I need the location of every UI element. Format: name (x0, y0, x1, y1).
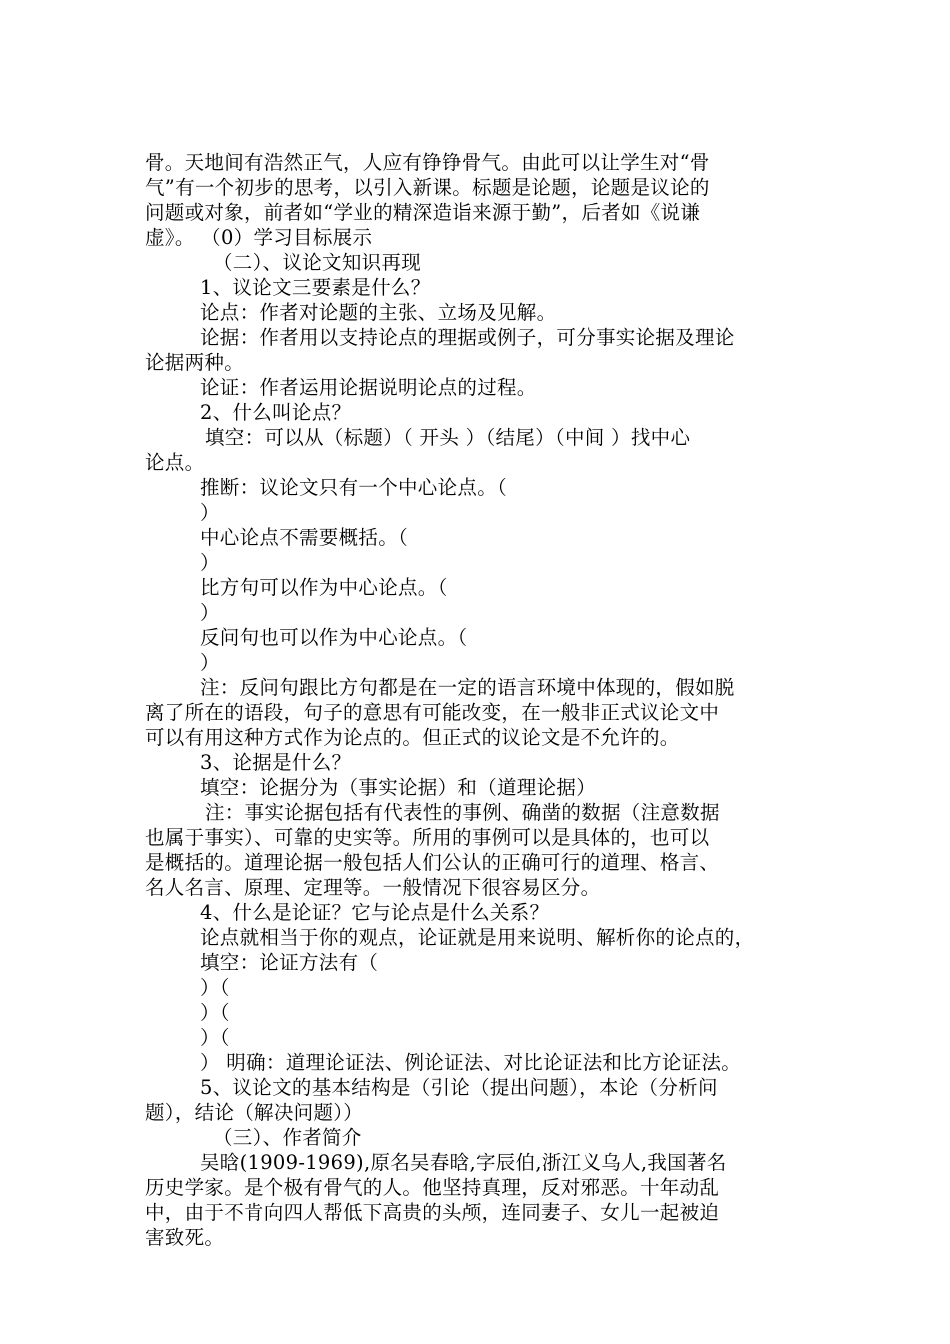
text-line: ）（ (200, 1001, 230, 1024)
question-heading: 1、议论文三要素是什么？ (200, 276, 431, 299)
text-line: 填空：论据分为（事实论据）和（道理论据） (200, 776, 597, 799)
text-line: 题），结论（解决问题）） (145, 1101, 364, 1124)
text-line: 气”有一个初步的思考，以引入新课。标题是论题，论题是议论的 (145, 176, 710, 199)
question-heading: 4、什么是论证？它与论点是什么关系？ (200, 901, 550, 924)
text-line: 推断：议论文只有一个中心论点。（ (200, 476, 508, 499)
text-line: ） 明确：道理论证法、例论证法、对比论证法和比方论证法。 (200, 1051, 742, 1074)
body-text (145, 150, 825, 1250)
text-line: ）（ (200, 1026, 230, 1049)
section-heading: （三）、作者简介 (213, 1126, 362, 1149)
text-line: 填空：可以从（标题）（ 开头 ）（结尾）（中间 ）找中心 (205, 426, 691, 449)
text-line: 填空：论证方法有（ (200, 951, 379, 974)
text-line: 虚》。 （0）学习目标展示 (145, 226, 373, 249)
question-heading: 2、什么叫论点？ (200, 401, 352, 424)
text-line: 可以有用这种方式作为论点的。但正式的议论文是不允许的。 (145, 726, 680, 749)
text-line: 中，由于不肯向四人帮低下高贵的头颅，连同妻子、女儿一起被迫 (145, 1201, 720, 1224)
text-line: 注：反问句跟比方句都是在一定的语言环境中体现的，假如脱 (200, 676, 735, 699)
text-line: ） (200, 651, 220, 674)
text-line: 离了所在的语段，句子的意思有可能改变，在一般非正式议论文中 (145, 701, 720, 724)
text-line: 论点。 (145, 451, 205, 474)
section-heading: （二）、议论文知识再现 (213, 251, 422, 274)
text-line: 论点就相当于你的观点，论证就是用来说明、解析你的论点的， (200, 926, 755, 949)
text-line: 是概括的。道理论据一般包括人们公认的正确可行的道理、格言、 (145, 851, 720, 874)
text-line: 论据：作者用以支持论点的理据或例子，可分事实论据及理论 (200, 326, 735, 349)
text-line: 害致死。 (145, 1226, 225, 1249)
text-line: 骨。天地间有浩然正气，人应有铮铮骨气。由此可以让学生对“骨 (145, 151, 710, 174)
text-line: 比方句可以作为中心论点。（ (200, 576, 448, 599)
text-line: 论证：作者运用论据说明论点的过程。 (200, 376, 537, 399)
text-line: 历史学家。是个极有骨气的人。他坚持真理，反对邪恶。十年动乱 (145, 1176, 720, 1199)
text-line: 问题或对象，前者如“学业的精深造诣来源于勤”，后者如《说谦 (145, 201, 701, 224)
text-line: ） (200, 601, 220, 624)
text-line: 吴晗(1909-1969),原名吴春晗,字辰伯,浙江义乌人,我国著名 (200, 1151, 727, 1174)
question-heading: 3、论据是什么？ (200, 751, 352, 774)
text-line: 注：事实论据包括有代表性的事例、确凿的数据（注意数据 (205, 801, 720, 824)
text-line: ） (200, 501, 220, 524)
text-line: ）（ (200, 976, 230, 999)
text-line: 名人名言、原理、定理等。一般情况下很容易区分。 (145, 876, 601, 899)
text-line: 反问句也可以作为中心论点。（ (200, 626, 468, 649)
text-line: ） (200, 551, 220, 574)
text-line: 也属于事实）、可靠的史实等。所用的事例可以是具体的，也可以 (145, 826, 710, 849)
question-heading: 5、议论文的基本结构是（引论（提出问题），本论（分析问 (200, 1076, 718, 1099)
text-line: 论点：作者对论题的主张、立场及见解。 (200, 301, 557, 324)
text-line: 论据两种。 (145, 351, 245, 374)
text-line: 中心论点不需要概括。（ (200, 526, 409, 549)
